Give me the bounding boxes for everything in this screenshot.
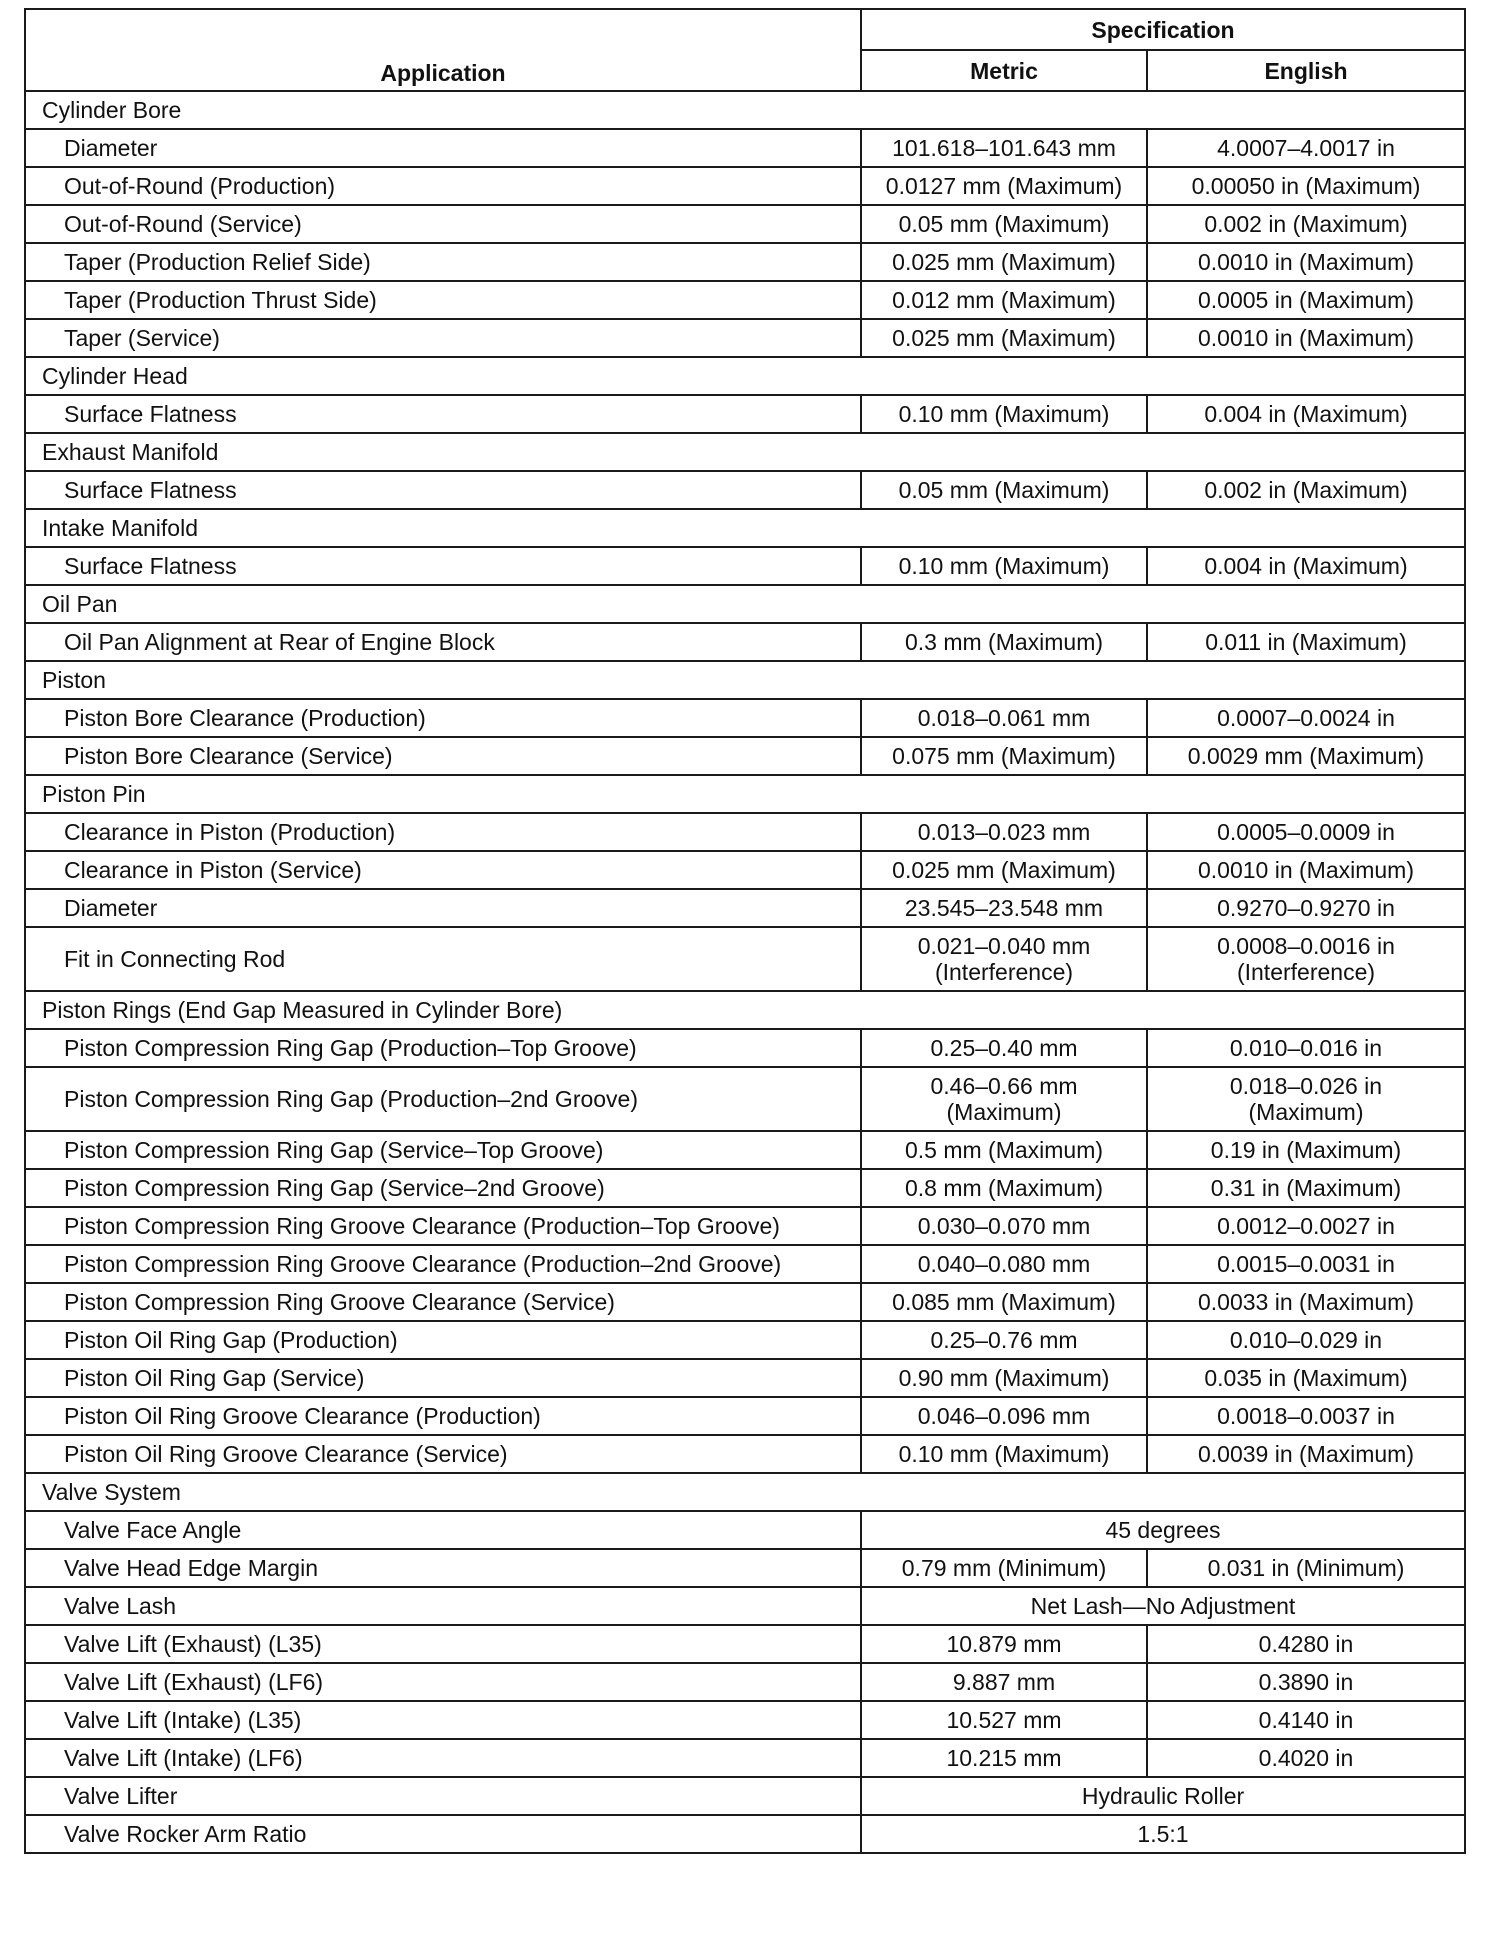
- application-cell: Piston Compression Ring Gap (Service–2nd Groove): [25, 1169, 861, 1207]
- section-row: [25, 991, 1465, 1029]
- metric-header: Metric: [861, 50, 1147, 91]
- metric-cell: 0.030–0.070 mm: [861, 1207, 1147, 1245]
- application-cell: Piston Compression Ring Groove Clearance (Production–2nd Groove): [25, 1245, 861, 1283]
- spec-row: [25, 243, 1465, 281]
- metric-cell-line1: 0.021–0.040 mm: [917, 933, 1091, 959]
- spec-row: [25, 1359, 1465, 1397]
- english-cell: 0.0033 in (Maximum): [1147, 1283, 1465, 1321]
- application-cell: Clearance in Piston (Production): [25, 813, 861, 851]
- english-cell: 0.00050 in (Maximum): [1147, 167, 1465, 205]
- english-cell: 0.9270–0.9270 in: [1147, 889, 1465, 927]
- spec-row: [25, 129, 1465, 167]
- english-cell: 0.0005 in (Maximum): [1147, 281, 1465, 319]
- application-cell: Taper (Production Thrust Side): [25, 281, 861, 319]
- spec-row: [25, 395, 1465, 433]
- section-row: [25, 775, 1465, 813]
- spec-row: [25, 1029, 1465, 1067]
- metric-cell: 0.013–0.023 mm: [861, 813, 1147, 851]
- spec-row: [25, 851, 1465, 889]
- spec-row: [25, 623, 1465, 661]
- application-cell: Piston Oil Ring Gap (Production): [25, 1321, 861, 1359]
- application-cell: Piston Compression Ring Gap (Service–Top Groove): [25, 1131, 861, 1169]
- metric-cell-line1: 0.46–0.66 mm: [930, 1073, 1078, 1099]
- application-cell: Surface Flatness: [25, 395, 861, 433]
- english-cell: 0.010–0.016 in: [1147, 1029, 1465, 1067]
- spec-row: [25, 1701, 1465, 1739]
- english-cell: 0.0007–0.0024 in: [1147, 699, 1465, 737]
- metric-cell: 0.79 mm (Minimum): [861, 1549, 1147, 1587]
- spec-row: [25, 1435, 1465, 1473]
- application-cell: Valve Face Angle: [25, 1511, 861, 1549]
- application-cell: Valve Rocker Arm Ratio: [25, 1815, 861, 1853]
- spec-row: [25, 319, 1465, 357]
- metric-cell: 0.10 mm (Maximum): [861, 395, 1147, 433]
- application-cell: Valve Lift (Intake) (LF6): [25, 1739, 861, 1777]
- application-cell: Piston Oil Ring Groove Clearance (Production): [25, 1397, 861, 1435]
- english-cell: 0.4020 in: [1147, 1739, 1465, 1777]
- application-cell: Piston Compression Ring Groove Clearance (Service): [25, 1283, 861, 1321]
- section-row: [25, 585, 1465, 623]
- spec-row: [25, 281, 1465, 319]
- english-cell-line2: (Interference): [1236, 959, 1376, 985]
- spec-row: [25, 1777, 1465, 1815]
- metric-cell: 0.05 mm (Maximum): [861, 205, 1147, 243]
- application-cell: Valve Head Edge Margin: [25, 1549, 861, 1587]
- metric-cell: 0.05 mm (Maximum): [861, 471, 1147, 509]
- metric-cell: [861, 927, 1147, 991]
- section-row: [25, 509, 1465, 547]
- spec-row: [25, 737, 1465, 775]
- spec-row: [25, 813, 1465, 851]
- spec-row: [25, 927, 1465, 991]
- application-cell: Diameter: [25, 129, 861, 167]
- spec-row: [25, 1245, 1465, 1283]
- metric-cell: 0.10 mm (Maximum): [861, 1435, 1147, 1473]
- application-cell: Out-of-Round (Production): [25, 167, 861, 205]
- metric-cell: 0.10 mm (Maximum): [861, 547, 1147, 585]
- section-label: Oil Pan: [25, 585, 1465, 623]
- metric-cell-line2: (Maximum): [946, 1099, 1062, 1125]
- spec-row: [25, 167, 1465, 205]
- section-label: Piston Pin: [25, 775, 1465, 813]
- section-label: Piston Rings (End Gap Measured in Cylinder Bore): [25, 991, 1465, 1029]
- english-cell: 0.035 in (Maximum): [1147, 1359, 1465, 1397]
- english-header: English: [1147, 50, 1465, 91]
- section-row: [25, 433, 1465, 471]
- application-cell: Taper (Service): [25, 319, 861, 357]
- english-cell: 0.19 in (Maximum): [1147, 1131, 1465, 1169]
- metric-cell: 0.025 mm (Maximum): [861, 243, 1147, 281]
- metric-cell: 23.545–23.548 mm: [861, 889, 1147, 927]
- metric-cell: 101.618–101.643 mm: [861, 129, 1147, 167]
- application-cell: Taper (Production Relief Side): [25, 243, 861, 281]
- spec-row: [25, 547, 1465, 585]
- spec-row: [25, 1397, 1465, 1435]
- english-cell: 0.4280 in: [1147, 1625, 1465, 1663]
- metric-cell: 0.040–0.080 mm: [861, 1245, 1147, 1283]
- combined-spec-cell: 45 degrees: [861, 1511, 1465, 1549]
- metric-cell: 0.5 mm (Maximum): [861, 1131, 1147, 1169]
- spec-row: [25, 699, 1465, 737]
- application-cell: Piston Bore Clearance (Production): [25, 699, 861, 737]
- metric-cell: 0.25–0.76 mm: [861, 1321, 1147, 1359]
- english-cell: 0.0010 in (Maximum): [1147, 851, 1465, 889]
- metric-cell: 10.215 mm: [861, 1739, 1147, 1777]
- metric-cell: 9.887 mm: [861, 1663, 1147, 1701]
- metric-cell: 10.527 mm: [861, 1701, 1147, 1739]
- application-cell: Piston Bore Clearance (Service): [25, 737, 861, 775]
- application-cell: Piston Compression Ring Gap (Production–Top Groove): [25, 1029, 861, 1067]
- english-cell: 0.0029 mm (Maximum): [1147, 737, 1465, 775]
- section-label: Cylinder Bore: [25, 91, 1465, 129]
- metric-cell: 10.879 mm: [861, 1625, 1147, 1663]
- metric-cell: 0.085 mm (Maximum): [861, 1283, 1147, 1321]
- english-cell-line2: (Maximum): [1248, 1099, 1364, 1125]
- section-label: Exhaust Manifold: [25, 433, 1465, 471]
- english-cell: 0.3890 in: [1147, 1663, 1465, 1701]
- english-cell: 0.4140 in: [1147, 1701, 1465, 1739]
- spec-row: [25, 1587, 1465, 1625]
- spec-row: [25, 1067, 1465, 1131]
- application-cell: Valve Lifter: [25, 1777, 861, 1815]
- metric-cell: 0.018–0.061 mm: [861, 699, 1147, 737]
- application-cell: Valve Lift (Exhaust) (LF6): [25, 1663, 861, 1701]
- spec-row: [25, 205, 1465, 243]
- application-cell: Valve Lift (Exhaust) (L35): [25, 1625, 861, 1663]
- section-row: [25, 357, 1465, 395]
- spec-row: [25, 471, 1465, 509]
- english-cell: 0.0018–0.0037 in: [1147, 1397, 1465, 1435]
- application-cell: Surface Flatness: [25, 471, 861, 509]
- english-cell: 0.0010 in (Maximum): [1147, 243, 1465, 281]
- spec-row: [25, 1283, 1465, 1321]
- metric-cell: 0.046–0.096 mm: [861, 1397, 1147, 1435]
- section-label: Valve System: [25, 1473, 1465, 1511]
- application-cell: Surface Flatness: [25, 547, 861, 585]
- spec-body: [25, 91, 1465, 1853]
- application-cell: Piston Compression Ring Groove Clearance (Production–Top Groove): [25, 1207, 861, 1245]
- english-cell: 0.002 in (Maximum): [1147, 471, 1465, 509]
- spec-row: [25, 1663, 1465, 1701]
- english-cell: 0.004 in (Maximum): [1147, 547, 1465, 585]
- english-cell: [1147, 927, 1465, 991]
- english-cell: 0.31 in (Maximum): [1147, 1169, 1465, 1207]
- application-header: Application: [25, 9, 861, 91]
- application-cell: Piston Oil Ring Gap (Service): [25, 1359, 861, 1397]
- spec-row: [25, 1511, 1465, 1549]
- section-row: [25, 661, 1465, 699]
- english-cell: 0.031 in (Minimum): [1147, 1549, 1465, 1587]
- combined-spec-cell: 1.5:1: [861, 1815, 1465, 1853]
- application-cell: Oil Pan Alignment at Rear of Engine Block: [25, 623, 861, 661]
- section-label: Piston: [25, 661, 1465, 699]
- metric-cell: 0.90 mm (Maximum): [861, 1359, 1147, 1397]
- english-cell: 0.0015–0.0031 in: [1147, 1245, 1465, 1283]
- english-cell: 0.0010 in (Maximum): [1147, 319, 1465, 357]
- spec-row: [25, 1321, 1465, 1359]
- section-label: Cylinder Head: [25, 357, 1465, 395]
- application-cell: Valve Lash: [25, 1587, 861, 1625]
- metric-cell: 0.25–0.40 mm: [861, 1029, 1147, 1067]
- section-label: Intake Manifold: [25, 509, 1465, 547]
- application-cell: Fit in Connecting Rod: [25, 927, 861, 991]
- english-cell-line1: 0.0008–0.0016 in: [1217, 933, 1395, 959]
- spec-row: [25, 1131, 1465, 1169]
- application-cell: Piston Oil Ring Groove Clearance (Service): [25, 1435, 861, 1473]
- english-cell: 0.0039 in (Maximum): [1147, 1435, 1465, 1473]
- metric-cell: 0.025 mm (Maximum): [861, 319, 1147, 357]
- section-row: [25, 91, 1465, 129]
- application-cell: Diameter: [25, 889, 861, 927]
- english-cell-line1: 0.018–0.026 in: [1229, 1073, 1383, 1099]
- english-cell: 0.011 in (Maximum): [1147, 623, 1465, 661]
- spec-row: [25, 889, 1465, 927]
- combined-spec-cell: Net Lash—No Adjustment: [861, 1587, 1465, 1625]
- section-row: [25, 1473, 1465, 1511]
- metric-cell: 0.075 mm (Maximum): [861, 737, 1147, 775]
- english-cell: 4.0007–4.0017 in: [1147, 129, 1465, 167]
- english-cell: [1147, 1067, 1465, 1131]
- spec-row: [25, 1207, 1465, 1245]
- application-cell: Clearance in Piston (Service): [25, 851, 861, 889]
- english-cell: 0.0012–0.0027 in: [1147, 1207, 1465, 1245]
- application-cell: Valve Lift (Intake) (L35): [25, 1701, 861, 1739]
- spec-row: [25, 1739, 1465, 1777]
- spec-row: [25, 1169, 1465, 1207]
- spec-row: [25, 1549, 1465, 1587]
- metric-cell: [861, 1067, 1147, 1131]
- combined-spec-cell: Hydraulic Roller: [861, 1777, 1465, 1815]
- specification-table: [24, 8, 1466, 1854]
- english-cell: 0.002 in (Maximum): [1147, 205, 1465, 243]
- application-cell: Out-of-Round (Service): [25, 205, 861, 243]
- english-cell: 0.010–0.029 in: [1147, 1321, 1465, 1359]
- metric-cell: 0.025 mm (Maximum): [861, 851, 1147, 889]
- metric-cell-line2: (Interference): [934, 959, 1074, 985]
- metric-cell: 0.012 mm (Maximum): [861, 281, 1147, 319]
- english-cell: 0.004 in (Maximum): [1147, 395, 1465, 433]
- metric-cell: 0.3 mm (Maximum): [861, 623, 1147, 661]
- specification-header: Specification: [861, 9, 1465, 50]
- application-cell: Piston Compression Ring Gap (Production–2nd Groove): [25, 1067, 861, 1131]
- metric-cell: 0.8 mm (Maximum): [861, 1169, 1147, 1207]
- metric-cell: 0.0127 mm (Maximum): [861, 167, 1147, 205]
- spec-row: [25, 1815, 1465, 1853]
- english-cell: 0.0005–0.0009 in: [1147, 813, 1465, 851]
- spec-row: [25, 1625, 1465, 1663]
